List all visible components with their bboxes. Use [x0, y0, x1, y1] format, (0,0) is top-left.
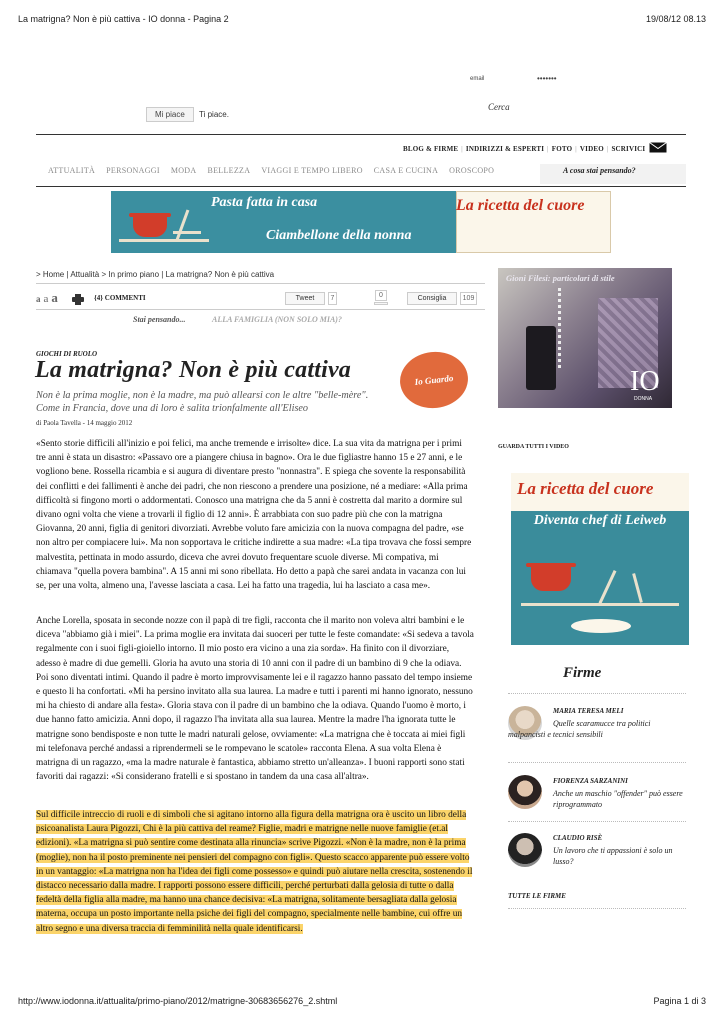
font-medium-button[interactable]: a	[43, 293, 49, 305]
spoon-icon	[632, 573, 643, 603]
io-donna-logo: IO	[630, 366, 660, 397]
top-nav-video[interactable]: VIDEO	[579, 144, 604, 153]
font-small-button[interactable]: a	[36, 294, 41, 304]
stai-pensando-label: Stai pensando...	[133, 315, 186, 324]
recommend-count: 109	[460, 292, 477, 305]
nav-separator: |	[606, 144, 609, 153]
search-link[interactable]: Cerca	[488, 102, 510, 112]
all-videos-link[interactable]: GUARDA TUTTI I VIDEO	[498, 444, 569, 450]
avatar[interactable]	[508, 775, 542, 809]
nav-bellezza[interactable]: BELLEZZA	[207, 166, 251, 175]
recipe-banner-2[interactable]	[511, 473, 689, 645]
font-size-controls	[36, 290, 58, 306]
tweet-count: 7	[328, 292, 337, 305]
pot-icon	[133, 215, 167, 237]
divider	[508, 693, 686, 694]
banner-line2: Ciambellone della nonna	[266, 228, 412, 243]
nav-separator: |	[547, 144, 549, 153]
article-title: La matrigna? Non è più cattiva	[35, 357, 352, 383]
whisk-icon	[599, 570, 617, 604]
avatar[interactable]	[508, 833, 542, 867]
author-name[interactable]: MARIA TERESA MELI	[553, 707, 624, 715]
pearls-figure	[558, 288, 588, 368]
divider	[36, 309, 485, 310]
top-nav	[403, 142, 667, 155]
firme-title: Firme	[563, 665, 602, 681]
like-text: Ti piace.	[199, 110, 229, 119]
top-nav-blog[interactable]: BLOG & FIRME	[403, 144, 459, 153]
nav-separator: |	[461, 144, 463, 153]
article-paragraph-2: Anche Lorella, sposata in seconde nozze con il papà di tre figli, racconta che il marito non voleva altri bambini e le diceva "abbiamo già i miei". La prima moglie era invitata dai suoceri per tutte le feste comandate: «Si sedeva a tavola regalmente con i suoi figli-gioiello intorno. Il mio posto era vicino a una zia sorda». Ha finito con il divorziare, adesso è madre di due gemelli. Gloria ha avuto una storia di 10 anni con il padre di un bambino di 9 che la odiava. Poi sono diventati intimi. Quando il padre è morto improvvisamente lei e il ragazzo hanno passato del tempo insieme e questo li ha confortati. «Mi ha persino invitato alla sua laurea. La madre e tutti i parenti mi hanno ignorato, nessuno mi ha chiesto di andare alla festa». Gloria stava con il padre di un bambino che la odiava. Quando l'uomo è morto, i due hanno fatto amicizia. Anni dopo, il ragazzo l'ha invitata alla sua laurea. Mentre la madre l'ha ignorata tutte le matrigne sono bendisposte e non tutte le madri naturali gelose, ovviamente: «La matrigna che è toccata ai miei figli mi telefonava perché andassi a riprendermeli se le rompevano le scatole» racconta Elena. A sua volta Elena è matrigna di un ragazzo, «ma la madre naturale è fantastica, abbiamo stretto un'alleanza». I buoni rapporti sono stati favoriti dai ragazzi: «Si considerano fratelli e si spostano in tandem da una casa all'altra».	[36, 616, 474, 783]
top-nav-indirizzi[interactable]: INDIRIZZI & ESPERTI	[465, 144, 545, 153]
password-field[interactable]: •••••••	[537, 74, 557, 83]
print-datetime: 19/08/12 08.13	[645, 14, 706, 24]
article-standfirst: Non è la prima moglie, non è la madre, ma può allearsi con le altre "belle-mère". Come in Francia, dove una di loro è salita trionfalmente all'Eliseo	[36, 390, 369, 414]
divider	[508, 821, 686, 822]
author-article[interactable]: Anche un maschio "offender" può essere riprogrammato	[553, 789, 683, 809]
main-nav	[48, 166, 505, 175]
author-article[interactable]: Un lavoro che ti appassioni è solo un lusso?	[553, 846, 673, 866]
stai-pensando-link[interactable]: ALLA FAMIGLIA (NON SOLO MIA)?	[212, 315, 342, 324]
print-url: http://www.iodonna.it/attualita/primo-piano/2012/matrigne-30683656276_2.shtml	[18, 996, 338, 1006]
article-paragraph-3	[36, 808, 474, 936]
divider	[36, 283, 485, 284]
io-guardo-badge[interactable]: Io Guardo	[397, 349, 470, 412]
io-donna-logo-sub: DONNA	[634, 396, 653, 402]
nav-separator: |	[575, 144, 577, 153]
author-article[interactable]: Quelle scaramucce tra politici malpancisti e tecnici sensibili	[508, 719, 651, 739]
facebook-like-button[interactable]: Mi piace	[146, 107, 194, 122]
nav-viaggi[interactable]: VIAGGI E TEMPO LIBERO	[261, 166, 363, 175]
plusone-count: 0	[375, 290, 387, 301]
divider	[36, 186, 686, 187]
nav-moda[interactable]: MODA	[170, 166, 197, 175]
article-byline: di Paola Tavella - 14 maggio 2012	[36, 419, 133, 427]
envelope-icon[interactable]	[649, 142, 667, 155]
plusone-button[interactable]	[374, 302, 388, 305]
tweet-button[interactable]: Tweet	[285, 292, 325, 305]
what-are-you-thinking-link[interactable]: A cosa stai pensando?	[563, 166, 636, 175]
print-page-title: La matrigna? Non è più cattiva - IO donna - Pagina 2	[18, 14, 229, 24]
nav-personaggi[interactable]: PERSONAGGI	[106, 166, 160, 175]
author-name[interactable]: FIORENZA SARZANINI	[553, 777, 628, 785]
recipe-banner[interactable]	[111, 191, 611, 253]
top-nav-foto[interactable]: FOTO	[551, 144, 573, 153]
article-kicker: GIOCHI DI RUOLO	[36, 350, 98, 358]
email-field[interactable]: email	[470, 76, 485, 82]
facebook-recommend-button[interactable]: Consiglia	[407, 292, 457, 305]
banner-line1: Pasta fatta in casa	[211, 195, 318, 210]
pot-icon	[531, 565, 571, 591]
breadcrumb[interactable]: > Home | Attualità > In primo piano | La matrigna? Non è più cattiva	[36, 270, 275, 279]
corset-figure	[526, 326, 556, 390]
all-firme-link[interactable]: TUTTE LE FIRME	[508, 892, 566, 900]
article-paragraph-1: «Sento storie difficili all'inizio e poi felici, ma anche tremende e irrisolte» dice. La sua vita da matrigna per i primi tre anni è stata un disastro: «Passavo ore a piangere chiusa in bagno». Ora le due figliastre hanno 15 e 27 anni, e le vogliono bene. Rossella ricambia e si augura di diventare presto "nonnastra". E spiega che sovente la responsabilità dei conflitti e dei fallimenti è anche dei padri, che non riescono a prendere una posizione, né a mediare: «Alla prima difficoltà si fingono morti o addormentati. Conosco una matrigna che da 5 anni è costretta dal marito a dormire sul divano ogni volta che viene a trovarli il figlio di 12 anni». È arrabbiata con suo padre più che con la matrigna Giovanna, 20 anni, figlia di genitori divorziati. Avrebbe voluto fare amicizia con la nuova compagna del padre, «se non altro per compiacere lui». Ma non sopportava le critiche indirette a sua madre: «La tipa trovava che fossi sempre malvestita, pettinata in modo assurdo, diceva che avrei dovuto frequentare scuole diverse. Mi compativa, mi chiamava "quella povera bambina". A 15 anni mi sono ribellata. Ho detto a papà che sarei andata in vacanza con lui se, per una volta, almeno una, l'avesse lasciata a casa. Lei ha fatto una tragedia, lui ha lasciato a casa me».	[36, 439, 472, 592]
print-page-number: Pagina 1 di 3	[653, 996, 706, 1006]
font-large-button[interactable]: a	[51, 290, 58, 305]
highlighted-text: Sul difficile intreccio di ruoli e di simboli che si agitano intorno alla figura della matrigna ora è uscito un libro della psicoanalista Laura Pigozzi, Chi è la più cattiva del reame? Figlie, madri e matrigne nelle nuove famiglie (et.al edizioni). «La matrigna si può sentire come destinata alla rinuncia» scrive Pigozzi. «Non è la madre, non è la prima (moglie), non ha il posto preminente nei pensieri del compagno con figli». Questo scacco apparente può essere volto in un vantaggio: «La matrigna non ha l'idea dei figli come possesso» e quindi può aiutare nella crescita, sostenendo il distacco necessario dalla madre. I rapporti possono essere difficili, perché perturbati dalla gelosia di tutte o dalla fedeltà della figlia alla madre, ma hanno una chance decisiva: «La matrigna, solitamente bersagliata dalla gelosia materna, occupa un posto importante nella psiche dei figli del compagno, specialmente nelle bambine, cui offre un altro segno e una diversa traccia di femminilità nella quale identificarsi.	[36, 810, 473, 934]
banner-headline: La ricetta del cuore	[456, 197, 585, 214]
video-thumbnail[interactable]	[498, 268, 672, 408]
print-icon[interactable]	[72, 292, 84, 310]
spoon-icon	[176, 209, 190, 240]
comments-link[interactable]: {4} COMMENTI	[94, 294, 146, 302]
nav-oroscopo[interactable]: OROSCOPO	[449, 166, 495, 175]
divider	[36, 134, 686, 135]
divider	[508, 762, 686, 763]
banner2-headline: La ricetta del cuore	[517, 479, 654, 498]
nav-attualita[interactable]: ATTUALITÀ	[48, 166, 96, 175]
video-caption: Gioni Filesi: particolari di stile	[506, 273, 615, 283]
banner2-subline: Diventa chef di Leiweb	[533, 513, 667, 528]
nav-casa-cucina[interactable]: CASA E CUCINA	[373, 166, 439, 175]
author-name[interactable]: CLAUDIO RISÈ	[553, 834, 603, 842]
divider	[508, 908, 686, 909]
top-nav-scrivici[interactable]: SCRIVICI	[611, 144, 646, 153]
